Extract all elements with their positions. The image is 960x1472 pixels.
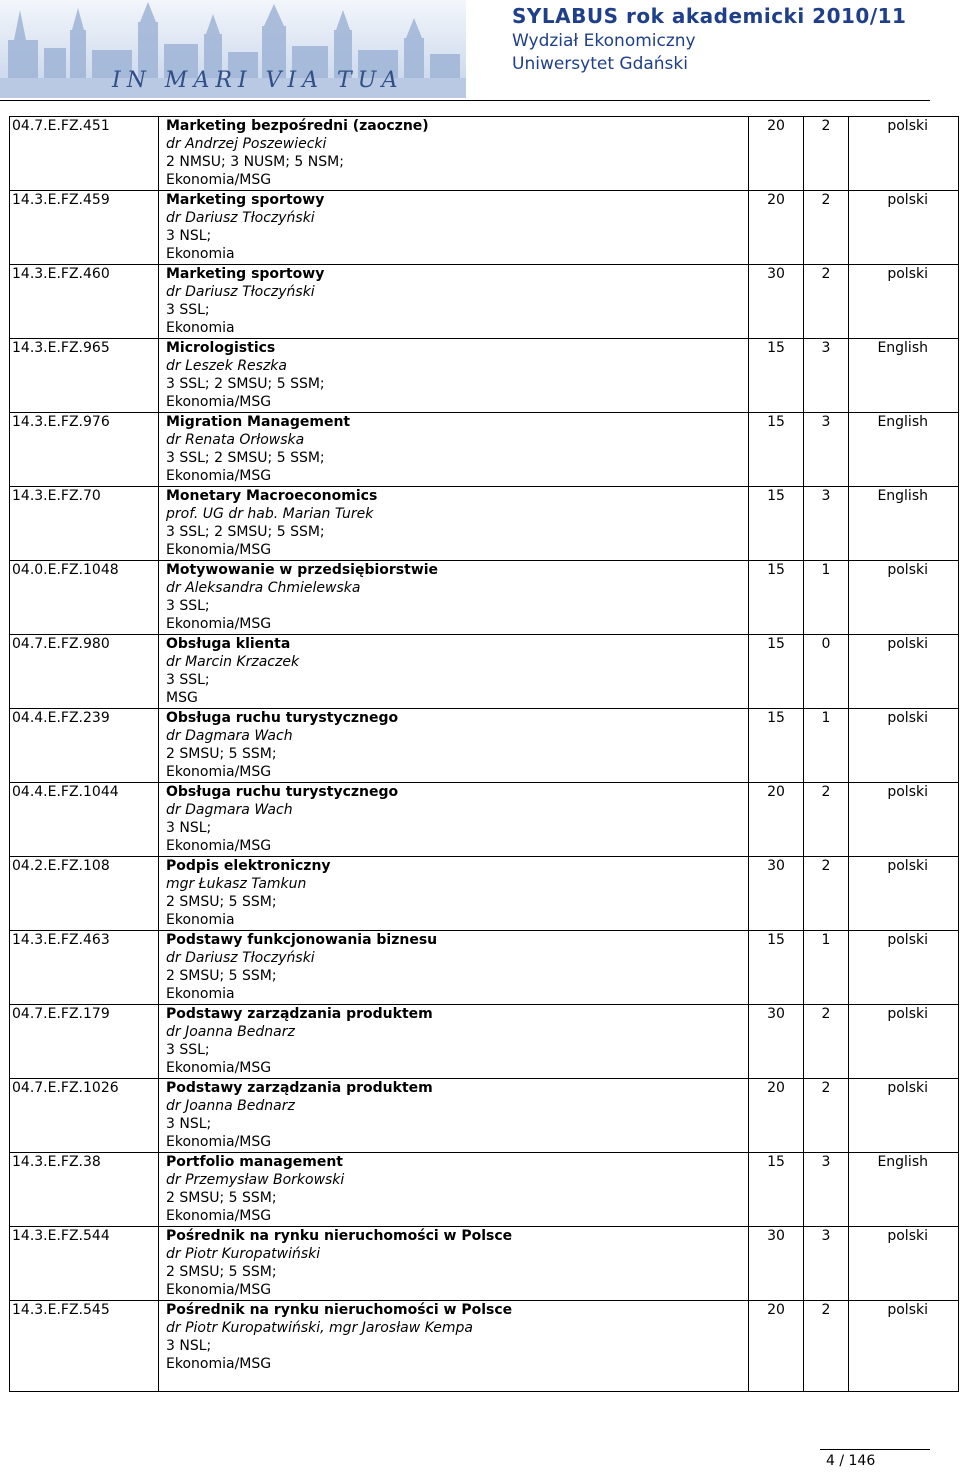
course-program: Ekonomia/MSG <box>166 1356 272 1372</box>
course-code: 14.3.E.FZ.976 <box>12 414 110 430</box>
course-lecturer: prof. UG dr hab. Marian Turek <box>166 506 374 522</box>
course-code-cell <box>10 783 159 857</box>
course-code: 04.4.E.FZ.239 <box>12 710 110 726</box>
course-hours: 15 <box>767 340 785 356</box>
course-row <box>10 339 959 413</box>
course-name: Obsługa ruchu turystycznego <box>166 710 399 726</box>
course-info-cell <box>159 857 749 931</box>
course-code-cell <box>10 191 159 265</box>
course-hours-cell <box>749 487 804 561</box>
course-lecturer: dr Leszek Reszka <box>166 358 287 374</box>
course-info-cell <box>159 1005 749 1079</box>
course-program: Ekonomia/MSG <box>166 542 272 558</box>
course-language-cell <box>849 1301 959 1392</box>
course-lecturer: dr Marcin Krzaczek <box>166 654 300 670</box>
course-groups: 2 SMSU; 5 SSM; <box>166 746 277 762</box>
course-language: polski <box>887 710 928 726</box>
course-name: Podpis elektroniczny <box>166 858 331 874</box>
course-ects-cell <box>804 487 849 561</box>
course-ects-cell <box>804 635 849 709</box>
course-program: Ekonomia <box>166 986 235 1002</box>
course-name: Marketing sportowy <box>166 266 325 282</box>
course-row <box>10 1153 959 1227</box>
course-code: 14.3.E.FZ.460 <box>12 266 110 282</box>
course-lecturer: dr Joanna Bednarz <box>166 1024 295 1040</box>
course-name: Marketing bezpośredni (zaoczne) <box>166 118 429 134</box>
course-language: English <box>877 414 928 430</box>
course-hours: 30 <box>767 1228 785 1244</box>
course-info-cell <box>159 117 749 191</box>
course-row <box>10 931 959 1005</box>
course-row <box>10 413 959 487</box>
course-ects-cell <box>804 191 849 265</box>
course-name: Obsługa klienta <box>166 636 291 652</box>
page-header <box>0 0 960 104</box>
course-info-cell <box>159 1079 749 1153</box>
course-name: Portfolio management <box>166 1154 343 1170</box>
course-language-cell <box>849 265 959 339</box>
course-lecturer: dr Dagmara Wach <box>166 728 293 744</box>
course-name: Obsługa ruchu turystycznego <box>166 784 399 800</box>
course-hours-cell <box>749 857 804 931</box>
course-hours: 30 <box>767 1006 785 1022</box>
course-info-cell <box>159 635 749 709</box>
course-ects-cell <box>804 931 849 1005</box>
course-language: polski <box>887 784 928 800</box>
course-ects: 2 <box>821 266 831 282</box>
course-hours: 30 <box>767 858 785 874</box>
course-code-cell <box>10 1079 159 1153</box>
course-groups: 3 NSL; <box>166 1338 212 1354</box>
course-hours: 30 <box>767 266 785 282</box>
course-info-cell <box>159 783 749 857</box>
course-language: polski <box>887 1228 928 1244</box>
course-ects: 2 <box>821 784 831 800</box>
course-language: polski <box>887 1302 928 1318</box>
header-divider <box>0 100 930 101</box>
course-row <box>10 1005 959 1079</box>
course-row <box>10 561 959 635</box>
course-language-cell <box>849 1153 959 1227</box>
course-info-cell <box>159 265 749 339</box>
course-name: Pośrednik na rynku nieruchomości w Polsce <box>166 1302 513 1318</box>
course-lecturer: dr Dariusz Tłoczyński <box>166 284 315 300</box>
course-code: 04.7.E.FZ.980 <box>12 636 110 652</box>
course-language: English <box>877 1154 928 1170</box>
course-ects: 2 <box>821 1006 831 1022</box>
course-lecturer: dr Piotr Kuropatwiński <box>166 1246 321 1262</box>
course-language: English <box>877 488 928 504</box>
course-groups: 2 SMSU; 5 SSM; <box>166 894 277 910</box>
course-lecturer: dr Joanna Bednarz <box>166 1098 295 1114</box>
course-lecturer: dr Piotr Kuropatwiński, mgr Jarosław Kempa <box>166 1320 473 1336</box>
course-hours-cell <box>749 1227 804 1301</box>
course-row <box>10 1079 959 1153</box>
course-hours-cell <box>749 413 804 487</box>
course-code: 14.3.E.FZ.38 <box>12 1154 101 1170</box>
course-code: 14.3.E.FZ.544 <box>12 1228 110 1244</box>
course-language-cell <box>849 561 959 635</box>
course-ects: 2 <box>821 192 831 208</box>
course-code-cell <box>10 487 159 561</box>
course-ects-cell <box>804 1005 849 1079</box>
course-groups: 3 NSL; <box>166 228 212 244</box>
course-code: 04.7.E.FZ.1026 <box>12 1080 119 1096</box>
course-code-cell <box>10 1301 159 1392</box>
course-name: Micrologistics <box>166 340 276 356</box>
course-ects-cell <box>804 1079 849 1153</box>
course-row <box>10 635 959 709</box>
course-code-cell <box>10 709 159 783</box>
course-ects: 1 <box>821 710 831 726</box>
course-row <box>10 783 959 857</box>
course-ects: 0 <box>821 636 831 652</box>
course-code: 14.3.E.FZ.459 <box>12 192 110 208</box>
course-ects: 3 <box>821 1228 831 1244</box>
course-ects: 2 <box>821 1302 831 1318</box>
course-row <box>10 265 959 339</box>
course-groups: 3 NSL; <box>166 820 212 836</box>
course-program: Ekonomia/MSG <box>166 838 272 854</box>
course-code: 14.3.E.FZ.70 <box>12 488 101 504</box>
course-info-cell <box>159 1301 749 1392</box>
course-code-cell <box>10 931 159 1005</box>
course-ects-cell <box>804 1301 849 1392</box>
course-groups: 3 NSL; <box>166 1116 212 1132</box>
course-ects: 3 <box>821 1154 831 1170</box>
course-hours: 15 <box>767 710 785 726</box>
course-info-cell <box>159 191 749 265</box>
course-name: Migration Management <box>166 414 351 430</box>
course-groups: 2 SMSU; 5 SSM; <box>166 1190 277 1206</box>
courses-table <box>9 116 959 1392</box>
course-code-cell <box>10 1153 159 1227</box>
course-code-cell <box>10 265 159 339</box>
course-ects: 3 <box>821 340 831 356</box>
course-hours-cell <box>749 635 804 709</box>
course-lecturer: dr Andrzej Poszewiecki <box>166 136 327 152</box>
course-row <box>10 1227 959 1301</box>
course-program: Ekonomia/MSG <box>166 394 272 410</box>
course-hours-cell <box>749 1005 804 1079</box>
course-ects-cell <box>804 1227 849 1301</box>
course-info-cell <box>159 561 749 635</box>
course-language: English <box>877 340 928 356</box>
course-hours-cell <box>749 191 804 265</box>
course-language: polski <box>887 636 928 652</box>
course-groups: 3 SSL; 2 SMSU; 5 SSM; <box>166 524 325 540</box>
course-code: 04.2.E.FZ.108 <box>12 858 110 874</box>
courses-table-body <box>10 117 959 1392</box>
course-code-cell <box>10 117 159 191</box>
course-code-cell <box>10 635 159 709</box>
course-hours: 20 <box>767 1302 785 1318</box>
course-hours: 20 <box>767 118 785 134</box>
course-info-cell <box>159 709 749 783</box>
course-hours-cell <box>749 561 804 635</box>
course-code-cell <box>10 1227 159 1301</box>
course-code: 14.3.E.FZ.965 <box>12 340 110 356</box>
course-language: polski <box>887 932 928 948</box>
course-program: Ekonomia/MSG <box>166 616 272 632</box>
course-program: Ekonomia <box>166 320 235 336</box>
course-groups: 3 SSL; <box>166 302 210 318</box>
course-name: Motywowanie w przedsiębiorstwie <box>166 562 439 578</box>
course-language: polski <box>887 1080 928 1096</box>
course-hours: 20 <box>767 192 785 208</box>
course-program: MSG <box>166 690 198 706</box>
course-code: 04.0.E.FZ.1048 <box>12 562 119 578</box>
header-title-block <box>512 4 906 74</box>
course-name: Marketing sportowy <box>166 192 325 208</box>
course-hours-cell <box>749 265 804 339</box>
course-ects-cell <box>804 709 849 783</box>
course-code-cell <box>10 339 159 413</box>
course-lecturer: dr Aleksandra Chmielewska <box>166 580 361 596</box>
course-hours-cell <box>749 339 804 413</box>
course-ects-cell <box>804 561 849 635</box>
course-hours: 15 <box>767 414 785 430</box>
course-hours-cell <box>749 709 804 783</box>
course-groups: 2 NMSU; 3 NUSM; 5 NSM; <box>166 154 344 170</box>
course-language: polski <box>887 858 928 874</box>
course-hours: 15 <box>767 932 785 948</box>
course-row <box>10 117 959 191</box>
course-ects-cell <box>804 1153 849 1227</box>
course-hours-cell <box>749 1301 804 1392</box>
course-language-cell <box>849 487 959 561</box>
course-language-cell <box>849 1227 959 1301</box>
course-hours: 15 <box>767 488 785 504</box>
course-ects: 1 <box>821 562 831 578</box>
course-groups: 3 SSL; <box>166 1042 210 1058</box>
course-info-cell <box>159 1227 749 1301</box>
course-groups: 2 SMSU; 5 SSM; <box>166 1264 277 1280</box>
course-ects: 1 <box>821 932 831 948</box>
course-program: Ekonomia <box>166 912 235 928</box>
course-lecturer: dr Dariusz Tłoczyński <box>166 950 315 966</box>
course-language-cell <box>849 857 959 931</box>
course-name: Podstawy zarządzania produktem <box>166 1006 433 1022</box>
course-code: 04.7.E.FZ.179 <box>12 1006 110 1022</box>
course-language: polski <box>887 266 928 282</box>
course-row <box>10 857 959 931</box>
course-groups: 3 SSL; <box>166 598 210 614</box>
course-info-cell <box>159 339 749 413</box>
course-language-cell <box>849 191 959 265</box>
course-language-cell <box>849 1079 959 1153</box>
course-groups: 3 SSL; <box>166 672 210 688</box>
course-lecturer: dr Dariusz Tłoczyński <box>166 210 315 226</box>
course-ects-cell <box>804 265 849 339</box>
syllabus-title: SYLABUS rok akademicki 2010/11 <box>512 4 907 28</box>
course-info-cell <box>159 1153 749 1227</box>
course-program: Ekonomia/MSG <box>166 1282 272 1298</box>
course-hours-cell <box>749 931 804 1005</box>
course-row <box>10 191 959 265</box>
course-info-cell <box>159 931 749 1005</box>
course-hours-cell <box>749 783 804 857</box>
course-hours-cell <box>749 117 804 191</box>
faculty-name: Wydział Ekonomiczny <box>512 31 696 51</box>
course-program: Ekonomia/MSG <box>166 468 272 484</box>
course-groups: 3 SSL; 2 SMSU; 5 SSM; <box>166 376 325 392</box>
university-name: Uniwersytet Gdański <box>512 54 688 74</box>
course-program: Ekonomia <box>166 246 235 262</box>
course-language: polski <box>887 1006 928 1022</box>
course-language-cell <box>849 117 959 191</box>
course-name: Monetary Macroeconomics <box>166 488 378 504</box>
course-code: 14.3.E.FZ.545 <box>12 1302 110 1318</box>
course-code-cell <box>10 413 159 487</box>
course-program: Ekonomia/MSG <box>166 1060 272 1076</box>
course-hours: 15 <box>767 562 785 578</box>
university-motto: IN MARI VIA TUA <box>112 68 404 93</box>
course-row <box>10 487 959 561</box>
course-ects: 3 <box>821 488 831 504</box>
course-name: Pośrednik na rynku nieruchomości w Polsce <box>166 1228 513 1244</box>
course-hours: 20 <box>767 1080 785 1096</box>
course-ects: 3 <box>821 414 831 430</box>
course-language-cell <box>849 931 959 1005</box>
footer-divider <box>820 1449 930 1450</box>
course-language-cell <box>849 709 959 783</box>
course-ects: 2 <box>821 1080 831 1096</box>
course-lecturer: mgr Łukasz Tamkun <box>166 876 307 892</box>
course-name: Podstawy zarządzania produktem <box>166 1080 433 1096</box>
course-language-cell <box>849 783 959 857</box>
course-hours: 20 <box>767 784 785 800</box>
course-info-cell <box>159 487 749 561</box>
course-info-cell <box>159 413 749 487</box>
course-code-cell <box>10 561 159 635</box>
course-ects: 2 <box>821 858 831 874</box>
course-ects-cell <box>804 339 849 413</box>
course-ects-cell <box>804 857 849 931</box>
course-groups: 2 SMSU; 5 SSM; <box>166 968 277 984</box>
course-code: 04.7.E.FZ.451 <box>12 118 110 134</box>
course-language-cell <box>849 339 959 413</box>
course-ects-cell <box>804 783 849 857</box>
course-language: polski <box>887 562 928 578</box>
course-language-cell <box>849 1005 959 1079</box>
course-code: 04.4.E.FZ.1044 <box>12 784 119 800</box>
city-skyline-banner <box>0 0 466 98</box>
course-name: Podstawy funkcjonowania biznesu <box>166 932 438 948</box>
course-code: 14.3.E.FZ.463 <box>12 932 110 948</box>
course-hours-cell <box>749 1153 804 1227</box>
course-row <box>10 1301 959 1392</box>
course-hours: 15 <box>767 1154 785 1170</box>
course-hours-cell <box>749 1079 804 1153</box>
course-lecturer: dr Renata Orłowska <box>166 432 305 448</box>
course-lecturer: dr Dagmara Wach <box>166 802 293 818</box>
course-program: Ekonomia/MSG <box>166 764 272 780</box>
course-program: Ekonomia/MSG <box>166 1208 272 1224</box>
course-ects: 2 <box>821 118 831 134</box>
course-ects-cell <box>804 117 849 191</box>
course-hours: 15 <box>767 636 785 652</box>
course-ects-cell <box>804 413 849 487</box>
course-code-cell <box>10 857 159 931</box>
course-program: Ekonomia/MSG <box>166 172 272 188</box>
course-language-cell <box>849 413 959 487</box>
page-number: 4 / 146 <box>826 1453 876 1469</box>
course-row <box>10 709 959 783</box>
course-language: polski <box>887 118 928 134</box>
course-program: Ekonomia/MSG <box>166 1134 272 1150</box>
course-groups: 3 SSL; 2 SMSU; 5 SSM; <box>166 450 325 466</box>
course-code-cell <box>10 1005 159 1079</box>
course-lecturer: dr Przemysław Borkowski <box>166 1172 345 1188</box>
course-language: polski <box>887 192 928 208</box>
course-language-cell <box>849 635 959 709</box>
